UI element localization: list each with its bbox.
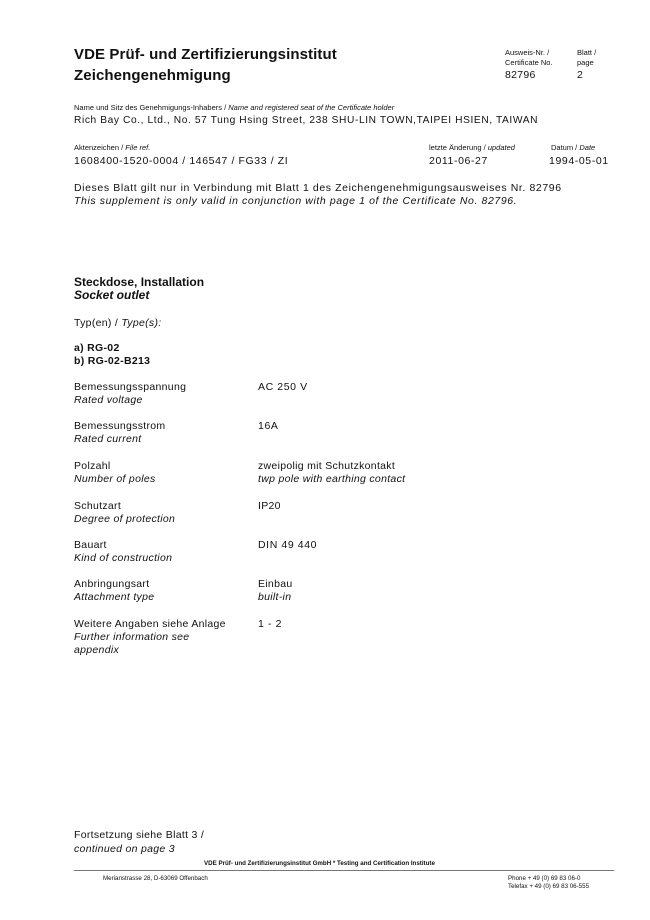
holder-label [74, 103, 394, 112]
holder-label-de: Name und Sitz des Genehmigungs-Inhabers / [74, 103, 227, 112]
updated-label [429, 143, 515, 152]
spec-value-de: 1 - 2 [258, 618, 283, 630]
date-label-de: Datum / [551, 143, 578, 152]
updated-label-en: updated [487, 143, 515, 152]
document-subtitle: Zeichengenehmigung [74, 67, 231, 84]
spec-label-de: Weitere Angaben siehe Anlage [74, 618, 226, 630]
spec-label-en: Rated voltage [74, 394, 143, 406]
date-label [551, 143, 595, 152]
spec-label-de: Bauart [74, 539, 107, 551]
notice-en: This supplement is only valid in conjunction with page 1 of the Certificate No. 82796. [74, 195, 518, 207]
continuation-en: continued on page 3 [74, 843, 175, 855]
footer-telefax: Telefax + 49 (0) 69 83 06-555 [508, 883, 590, 890]
fileref-label-de: Aktenzeichen / [74, 143, 124, 152]
page-value: 2 [577, 69, 584, 81]
spec-value-de: AC 250 V [258, 381, 308, 393]
spec-label-en: Degree of protection [74, 513, 176, 525]
spec-label-de: Schutzart [74, 500, 122, 512]
spec-value-de: 16A [258, 420, 279, 432]
spec-label-en: Number of poles [74, 473, 156, 485]
fileref-value: 1608400-1520-0004 / 146547 / FG33 / ZI [74, 155, 289, 167]
types-label-en: Type(s): [121, 317, 162, 329]
spec-label-de: Bemessungsstrom [74, 420, 166, 432]
spec-value-de: Einbau [258, 578, 293, 590]
spec-label-de: Polzahl [74, 460, 111, 472]
spec-label-en: Attachment type [74, 591, 155, 603]
page-label-en: page [577, 58, 594, 67]
spec-value-de: IP20 [258, 500, 281, 512]
spec-value-de: DIN 49 440 [258, 539, 318, 551]
certificate-no-value: 82796 [505, 69, 536, 81]
certificate-no-label-de: Ausweis-Nr. / [505, 48, 550, 57]
type-item-a: a) RG-02 [74, 342, 120, 354]
types-label [74, 317, 161, 329]
spec-value-en: built-in [258, 591, 292, 603]
page-label-de: Blatt / [577, 48, 597, 57]
spec-label-de: Anbringungsart [74, 578, 150, 590]
spec-label-en: Kind of construction [74, 552, 173, 564]
certificate-no-label-en: Certificate No. [505, 58, 553, 67]
updated-value: 2011-06-27 [429, 155, 488, 167]
type-item-b: b) RG-02-B213 [74, 355, 151, 367]
date-label-en: Date [579, 143, 596, 152]
continuation-de: Fortsetzung siehe Blatt 3 / [74, 829, 205, 841]
product-title-de: Steckdose, Installation [74, 275, 205, 289]
spec-value-en: twp pole with earthing contact [258, 473, 406, 485]
types-label-de: Typ(en) / [74, 317, 119, 329]
footer-divider [74, 870, 614, 871]
holder-label-en: Name and registered seat of the Certificate holder [228, 103, 395, 112]
spec-label-en: Rated current [74, 433, 142, 445]
footer-address: Merianstrasse 28, D-63069 Offenbach [103, 875, 208, 882]
product-title-en: Socket outlet [74, 288, 150, 302]
notice-de: Dieses Blatt gilt nur in Verbindung mit Blatt 1 des Zeichengenehmigungsausweises Nr. 82796 [74, 182, 562, 194]
spec-label-en-line2: appendix [74, 644, 120, 656]
spec-label-en: Further information see [74, 631, 190, 643]
spec-label-de: Bemessungsspannung [74, 381, 187, 393]
footer-institute: VDE Prüf- und Zertifizierungsinstitut GmbH * Testing and Certification Institute [204, 860, 435, 867]
fileref-label-en: File ref. [125, 143, 151, 152]
date-value: 1994-05-01 [549, 155, 609, 167]
institute-title: VDE Prüf- und Zertifizierungsinstitut [74, 46, 337, 63]
holder-value: Rich Bay Co., Ltd., No. 57 Tung Hsing Street, 238 SHU-LIN TOWN,TAIPEI HSIEN, TAIWAN [74, 115, 539, 126]
footer-phone: Phone + 49 (0) 69 83 06-0 [508, 875, 581, 882]
fileref-label [74, 143, 150, 152]
updated-label-de: letzte Änderung / [429, 143, 486, 152]
spec-value-de: zweipolig mit Schutzkontakt [258, 460, 396, 472]
